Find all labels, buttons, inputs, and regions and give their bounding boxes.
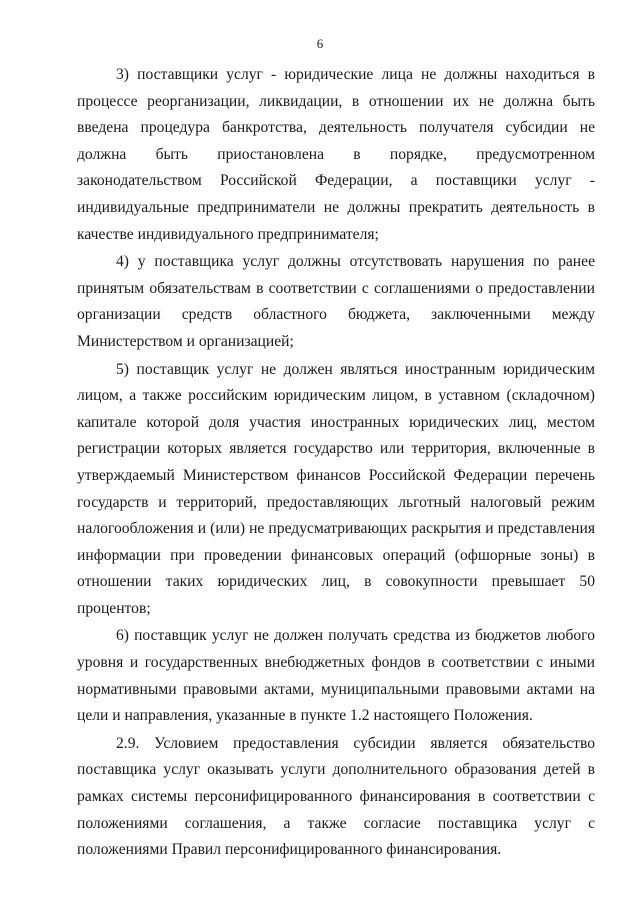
paragraph-item-6: 6) поставщик услуг не должен получать средства из бюджетов любого уровня и государственных внебюджетных фондов в соответствии с иными нормативными правовыми актами, муниципальными правовыми актами на цели и направления, указанные в пункте 1.2 настоящего Положения. [77, 627, 595, 725]
paragraph-item-5: 5) поставщик услуг не должен являться иностранным юридическим лицом, а также российским юридическим лицом, в уставном (складочном) капитале которой доля участия иностранных юридических лиц, местом регистрации которых является государство или территория, включенные в утверждаемый Министерством финансов Российской Федерации перечень государств и территорий, предоставляющих льготный налоговый режим налогообложения и (или) не предусматривающих раскрытия и представления информации при проведении финансовых операций (офшорные зоны) в отношении таких юридических лиц, в совокупности превышает 50 процентов; [77, 360, 595, 617]
page-number: 6 [316, 36, 324, 51]
document-body [77, 62, 595, 864]
paragraph-item-3: 3) поставщики услуг - юридические лица не должны находиться в процессе реорганизации, ликвидации, в отношении их не должна быть введена процедура банкротства, деятельность получателя субсидии не должна быть приостановлена в порядке, предусмотренном законодательством Российской Федерации, а поставщики услуг - индивидуальные предприниматели не должны прекратить деятельность в качестве индивидуального предпринимателя; [77, 66, 595, 243]
paragraph-clause-2-9: 2.9. Условием предоставления субсидии является обязательство поставщика услуг оказывать услуги дополнительного образования детей в рамках системы персонифицированного финансирования в соответствии с положениями соглашения, а также согласие поставщика услуг с положениями Правил персонифицированного финансирования. [77, 734, 595, 859]
paragraph-item-4: 4) у поставщика услуг должны отсутствовать нарушения по ранее принятым обязательствам в соответствии с соглашениями о предоставлении организации средств областного бюджета, заключенными между Министерством и организацией; [77, 253, 595, 350]
